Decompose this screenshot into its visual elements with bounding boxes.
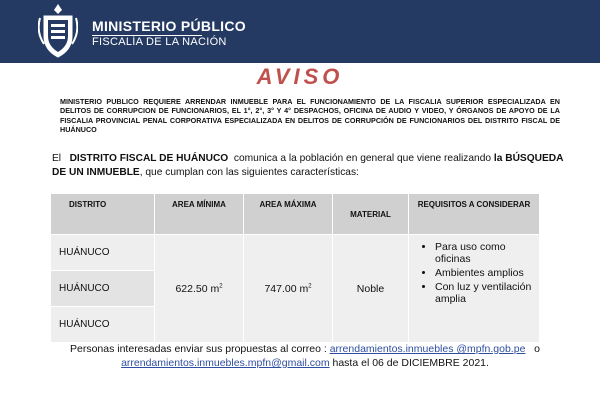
- org-subtitle: FISCALÍA DE LA NACIÓN: [92, 36, 227, 48]
- header-distrito: DISTRITO: [51, 194, 155, 235]
- header-bar: [0, 0, 600, 63]
- notice-title: AVISO: [256, 64, 344, 89]
- intro-text: MINISTERIO PUBLICO REQUIERE ARRENDAR INMUEBLE PARA EL FUNCIONAMIENTO DE LA FISCALIA SUPERIOR ESPECIALIZADA EN DELITOS DE CORRUPCION DE FUNCIONARIOS, EL 1°, 2°, 3° Y 4° DESPACHOS, OFICINA DE AUDIO Y VIDEO, Y ÓRGANOS DE APOYO DE LA FISCALIA PROVINCIAL PENAL CORPORATIVA ESPECIALIZADA EN DELITOS DE CORRUPCIÓN DE FUNCIONARIOS DEL DISTRITO FISCAL DE HUÁNUCO: [60, 97, 560, 134]
- material-cell: Noble: [333, 235, 409, 343]
- area-max-cell: [244, 235, 333, 343]
- footer-or: o: [534, 343, 541, 355]
- footer-contact: [60, 342, 550, 370]
- list-item: • Ambientes amplios: [435, 267, 539, 279]
- area-min-exp: 2: [219, 283, 223, 289]
- email-link-1[interactable]: arrendamientos.inmuebles @mpfn.gob.pe: [329, 343, 526, 355]
- requirements-cell: [409, 235, 540, 343]
- area-max-exp: 2: [308, 283, 312, 289]
- requirements-table: [50, 193, 540, 343]
- area-min-cell: [155, 235, 244, 343]
- table-row: [51, 235, 540, 271]
- list-item: • Para uso como oficinas: [435, 241, 539, 265]
- header-area-min: AREA MÍNIMA: [155, 194, 244, 235]
- footer-deadline: hasta el 06 de DICIEMBRE 2021.: [332, 357, 489, 369]
- para-pre: El: [52, 153, 62, 164]
- email-link-2[interactable]: arrendamientos.inmuebles.mpfn@gmail.com: [121, 357, 330, 369]
- header-material: MATERIAL: [333, 194, 409, 235]
- area-max-value: 747.00 m: [264, 282, 309, 295]
- area-min-value: 622.50 m: [175, 282, 220, 295]
- para-mid: comunica a la población en general que viene realizando: [233, 153, 492, 164]
- district-cell: HUÁNUCO: [51, 235, 155, 271]
- org-name: MINISTERIO PÚBLICO: [92, 18, 246, 34]
- district-cell: HUÁNUCO: [51, 307, 155, 343]
- district-cell: HUÁNUCO: [51, 271, 155, 307]
- footer-line1: Personas interesadas enviar sus propuestas al correo :: [69, 343, 327, 355]
- shield-logo-icon: [38, 2, 78, 60]
- announcement-paragraph: [52, 152, 567, 180]
- requirements-list: [419, 241, 539, 305]
- header-area-max: AREA MÁXIMA: [244, 194, 333, 235]
- para-search: la BÚSQUEDA DE UN INMUEBLE: [52, 153, 564, 178]
- para-post: , que cumplan con las siguientes características:: [139, 167, 359, 178]
- list-item: • Con luz y ventilación amplia: [435, 281, 539, 305]
- header-requisitos: REQUISITOS A CONSIDERAR: [409, 194, 540, 235]
- para-district: DISTRITO FISCAL DE HUÁNUCO: [69, 153, 229, 164]
- table-header-row: [51, 194, 540, 235]
